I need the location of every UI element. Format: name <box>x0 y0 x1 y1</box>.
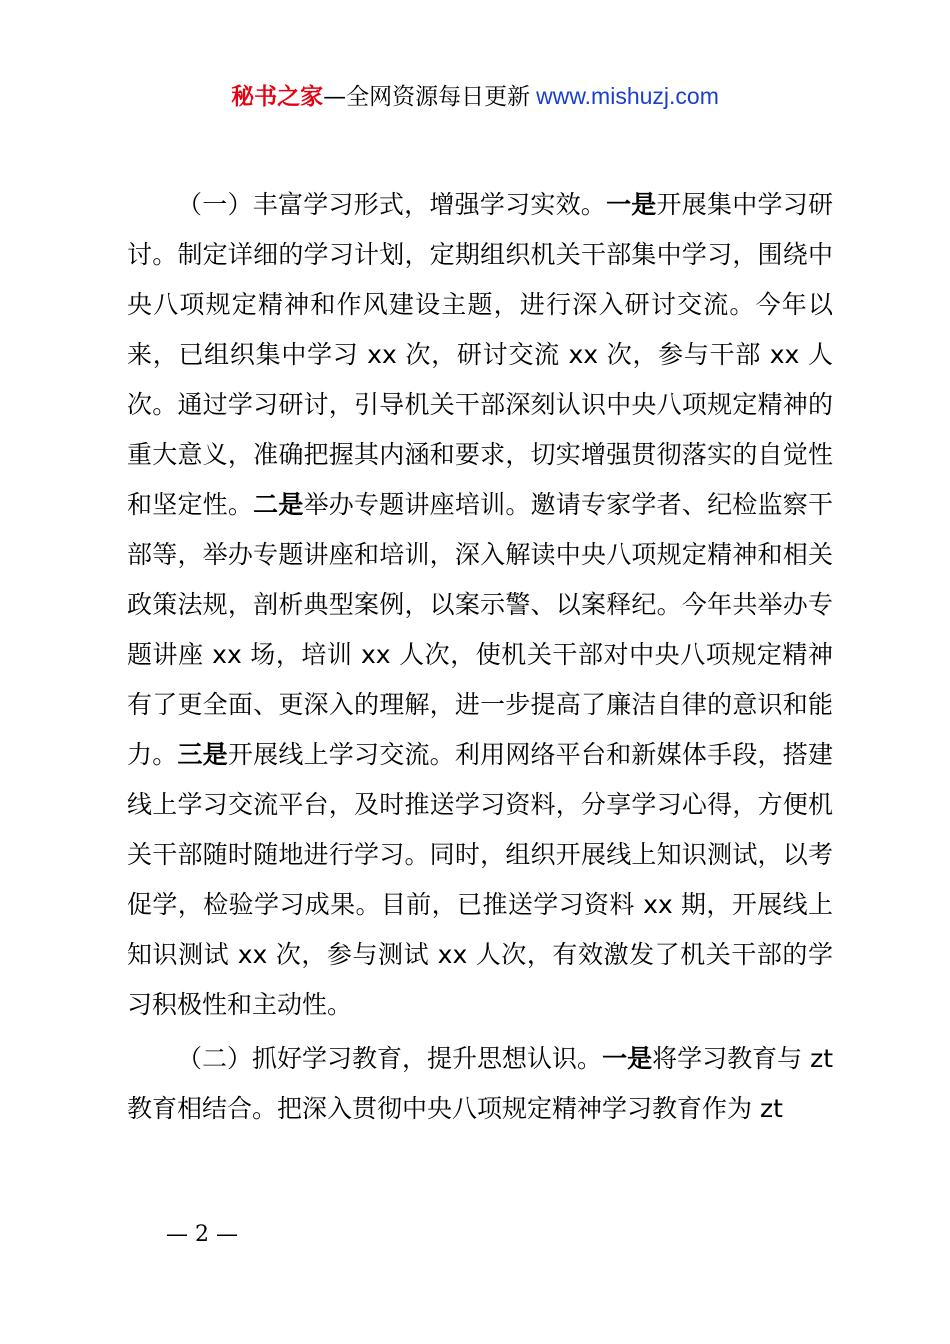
document-body <box>127 180 833 1134</box>
section-heading-2: （二）抓好学习教育，提升思想认识。 <box>177 1044 603 1073</box>
point-label-1: 一是 <box>606 190 657 219</box>
site-url[interactable]: www.mishuzj.com <box>536 83 719 109</box>
banner-slogan: —全网资源每日更新 <box>323 84 531 110</box>
point-label-3: 三是 <box>177 740 228 769</box>
point-text-3: 开展线上学习交流。利用网络平台和新媒体手段，搭建线上学习交流平台，及时推送学习资料，分享学习心得，方便机关干部随时随地进行学习。同时，组织开展线上知识测试，以考促学，检验学习成果。目前，已推送学习资料 xx 期，开展线上知识测试 xx 次，参与测试 xx 人次，有效激发了机关干部的学习积极性和主动性。 <box>127 740 833 1019</box>
point-text-1: 开展集中学习研讨。制定详细的学习计划，定期组织机关干部集中学习，围绕中央八项规定精神和作风建设主题，进行深入研讨交流。今年以来，已组织集中学习 xx 次，研讨交流 xx 次，参与干部 xx 人次。通过学习研讨，引导机关干部深刻认识中央八项规定精神的重大意义，准确把握其内涵和要求，切实增强贯彻落实的自觉性和坚定性。 <box>127 190 833 519</box>
brand-name: 秘书之家 <box>231 84 324 110</box>
point-label-1: 一是 <box>602 1044 653 1073</box>
site-banner <box>0 80 950 113</box>
paragraph-study-education <box>127 1034 833 1134</box>
paragraph-study-forms <box>127 180 833 1030</box>
page-number: — 2 — <box>166 1222 238 1247</box>
point-label-2: 二是 <box>253 490 304 519</box>
section-heading-1: （一）丰富学习形式，增强学习实效。 <box>177 190 607 219</box>
point-text-1: 将学习教育与 zt 教育相结合。把深入贯彻中央八项规定精神学习教育作为 zt <box>127 1044 833 1123</box>
point-text-2: 举办专题讲座培训。邀请专家学者、纪检监察干部等，举办专题讲座和培训，深入解读中央八项规定精神和相关政策法规，剖析典型案例，以案示警、以案释纪。今年共举办专题讲座 xx 场，培训 xx 人次，使机关干部对中央八项规定精神有了更全面、更深入的理解，进一步提高了廉洁自律的意识和能力。 <box>127 490 833 769</box>
